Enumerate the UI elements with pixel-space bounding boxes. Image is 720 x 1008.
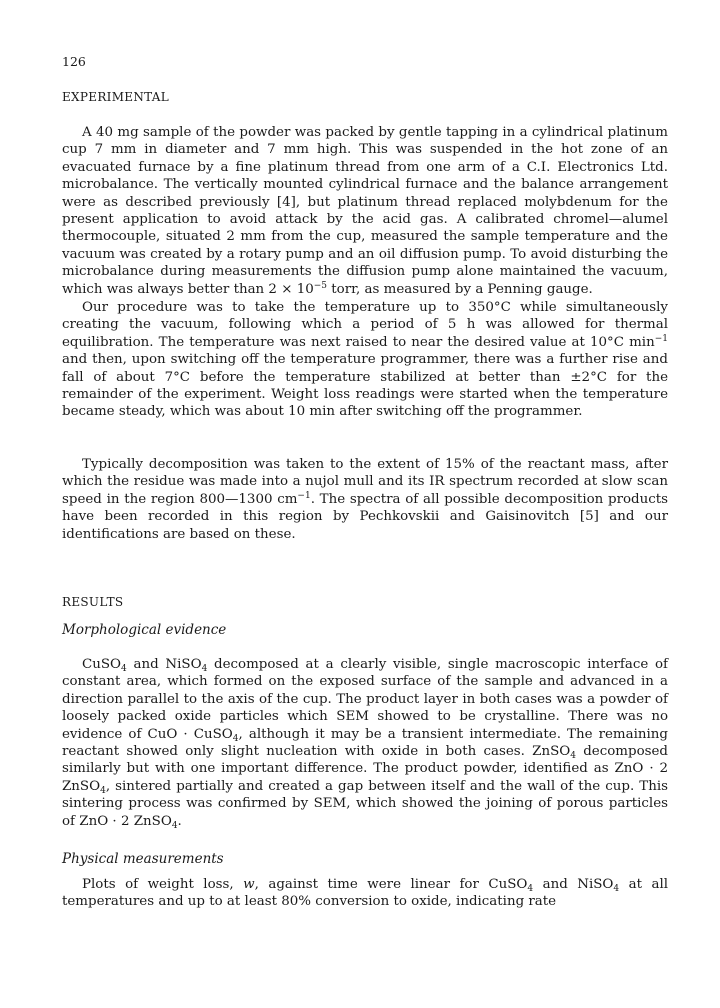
morphological-evidence-heading: Morphological evidence	[62, 622, 227, 638]
experimental-paragraph-3: Typically decomposition was taken to the extent of 15% of the reactant mass, after which the residue was made into a nujol mull and its IR spectrum recorded at slow scan speed in the region 800—1300 $cm^{-1}$. The spectra of all possible decomposition products have been recorded in this region by Pechkovskii and Gaisinovitch [5] and our identifications are based on these.	[62, 457, 668, 542]
page-number: 126	[62, 54, 86, 69]
experimental-paragraph-1: A 40 mg sample of the powder was packed by gentle tapping in a cylindrical platinum cup 7 mm in diameter and 7 mm high. This was suspended in the hot zone of an evacuated furnace by a fine platinum thread from one arm of a C.I. Electronics Ltd. microbalance. The vertically mounted cylindrical furnace and the balance arrangement were as described previously [4], but platinum thread replaced molybdenum for the present application to avoid attack by the acid gas. A calibrated chromel—alumel thermocouple, situated 2 mm from the cup, measured the sample temperature and the vacuum was created by a rotary pump and an oil diffusion pump. To avoid disturbing the microbalance during measurements the diffusion pump alone maintained the vacuum, which was always better than $2 \times 10^{-5}$ torr, as measured by a Penning gauge.	[62, 125, 668, 297]
experimental-heading: EXPERIMENTAL	[62, 90, 170, 104]
physical-paragraph: Plots of weight loss, w, against time were linear for CuSO$_4$ and NiSO$_4$ at all temperatures and up to at least 80% conversion to oxide, indicating rate	[62, 877, 669, 910]
morphological-paragraph: CuSO$_4$ and NiSO$_4$ decomposed at a clearly visible, single macroscopic interface of constant area, which formed on the exposed surface of the sample and advanced in a direction parallel to the axis of the cup. The product layer in both cases was a powder of loosely packed oxide particles which SEM showed to be crystalline. There was no evidence of CuO · CuSO$_4$, although it may be a transient intermediate. The remaining reactant showed only slight nucleation with oxide in both cases. ZnSO$_4$ decomposed similarly but with one important difference. The product powder, identified as ZnO · 2 ZnSO$_4$, sintered partially and created a gap between itself and the wall of the cup. This sintering process was confirmed by SEM, which showed the joining of porous particles of ZnO · 2 ZnSO$_4$.	[62, 657, 669, 831]
experimental-paragraph-2: Our procedure was to take the temperature up to 350°C while simultaneously creating the vacuum, following which a period of 5 h was allowed for thermal equilibration. The temperature was next raised to near the desired value at 10°C $\min^{-1}$ and then, upon switching off the temperature programmer, there was a further rise and fall of about 7°C before the temperature stabilized at better than ±2°C for the remainder of the experiment. Weight loss readings were started when the temperature became steady, which was about 10 min after switching off the programmer.	[62, 300, 668, 420]
physical-measurements-heading: Physical measurements	[62, 851, 224, 867]
results-heading: RESULTS	[62, 595, 124, 609]
